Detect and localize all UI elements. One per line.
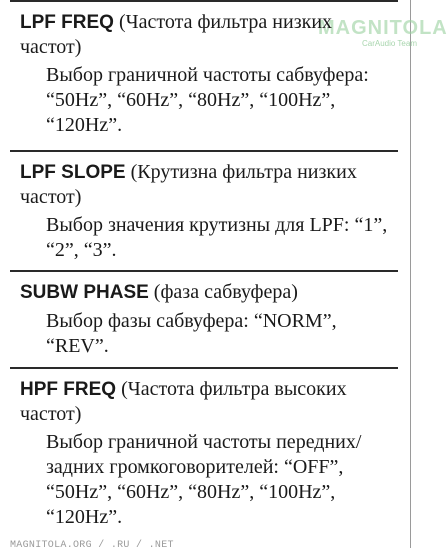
watermark-team: CarAudio Team [362,39,417,48]
section-title [20,160,392,209]
section-title [20,377,392,426]
watermark-footer: MAGNITOLA.ORG / .RU / .NET [10,540,174,551]
setting-body: Выбор граничной частоты передних/ задних громкоговорителей: “OFF”, “50Hz”, “60Hz”, “80Hz”, “100Hz”, “120Hz”. [46,431,362,528]
setting-description: (Частота фильтра низких частот) [20,11,333,58]
setting-name: SUBW PHASE [20,282,149,303]
section-lpf-slope [20,160,392,263]
setting-name: LPF SLOPE [20,162,126,183]
setting-description: (фаза сабвуфера) [153,281,298,303]
setting-body: Выбор значения крутизны для LPF: “1”, “2”, “3”. [46,214,388,261]
section-subw-phase [20,280,392,359]
section-lpf-freq [20,10,392,138]
setting-description: (Крутизна фильтра низких частот) [20,161,357,208]
section-rule [10,150,398,152]
section-rule [10,0,398,2]
watermark-logo: MAGNITOLA [318,17,448,39]
setting-name: HPF FREQ [20,379,117,400]
section-rule [10,270,398,272]
setting-body: Выбор граничной частоты сабвуфера: “50Hz”, “60Hz”, “80Hz”, “100Hz”, “120Hz”. [46,64,369,136]
section-hpf-freq [20,377,392,530]
right-border-line [410,0,411,548]
section-title [20,280,392,305]
section-rule [10,367,398,369]
setting-description: (Частота фильтра высоких частот) [20,378,347,425]
section-title [20,10,392,59]
setting-name: LPF FREQ [20,12,114,33]
setting-body: Выбор фазы сабвуфера: “NORM”, “REV”. [46,310,337,357]
